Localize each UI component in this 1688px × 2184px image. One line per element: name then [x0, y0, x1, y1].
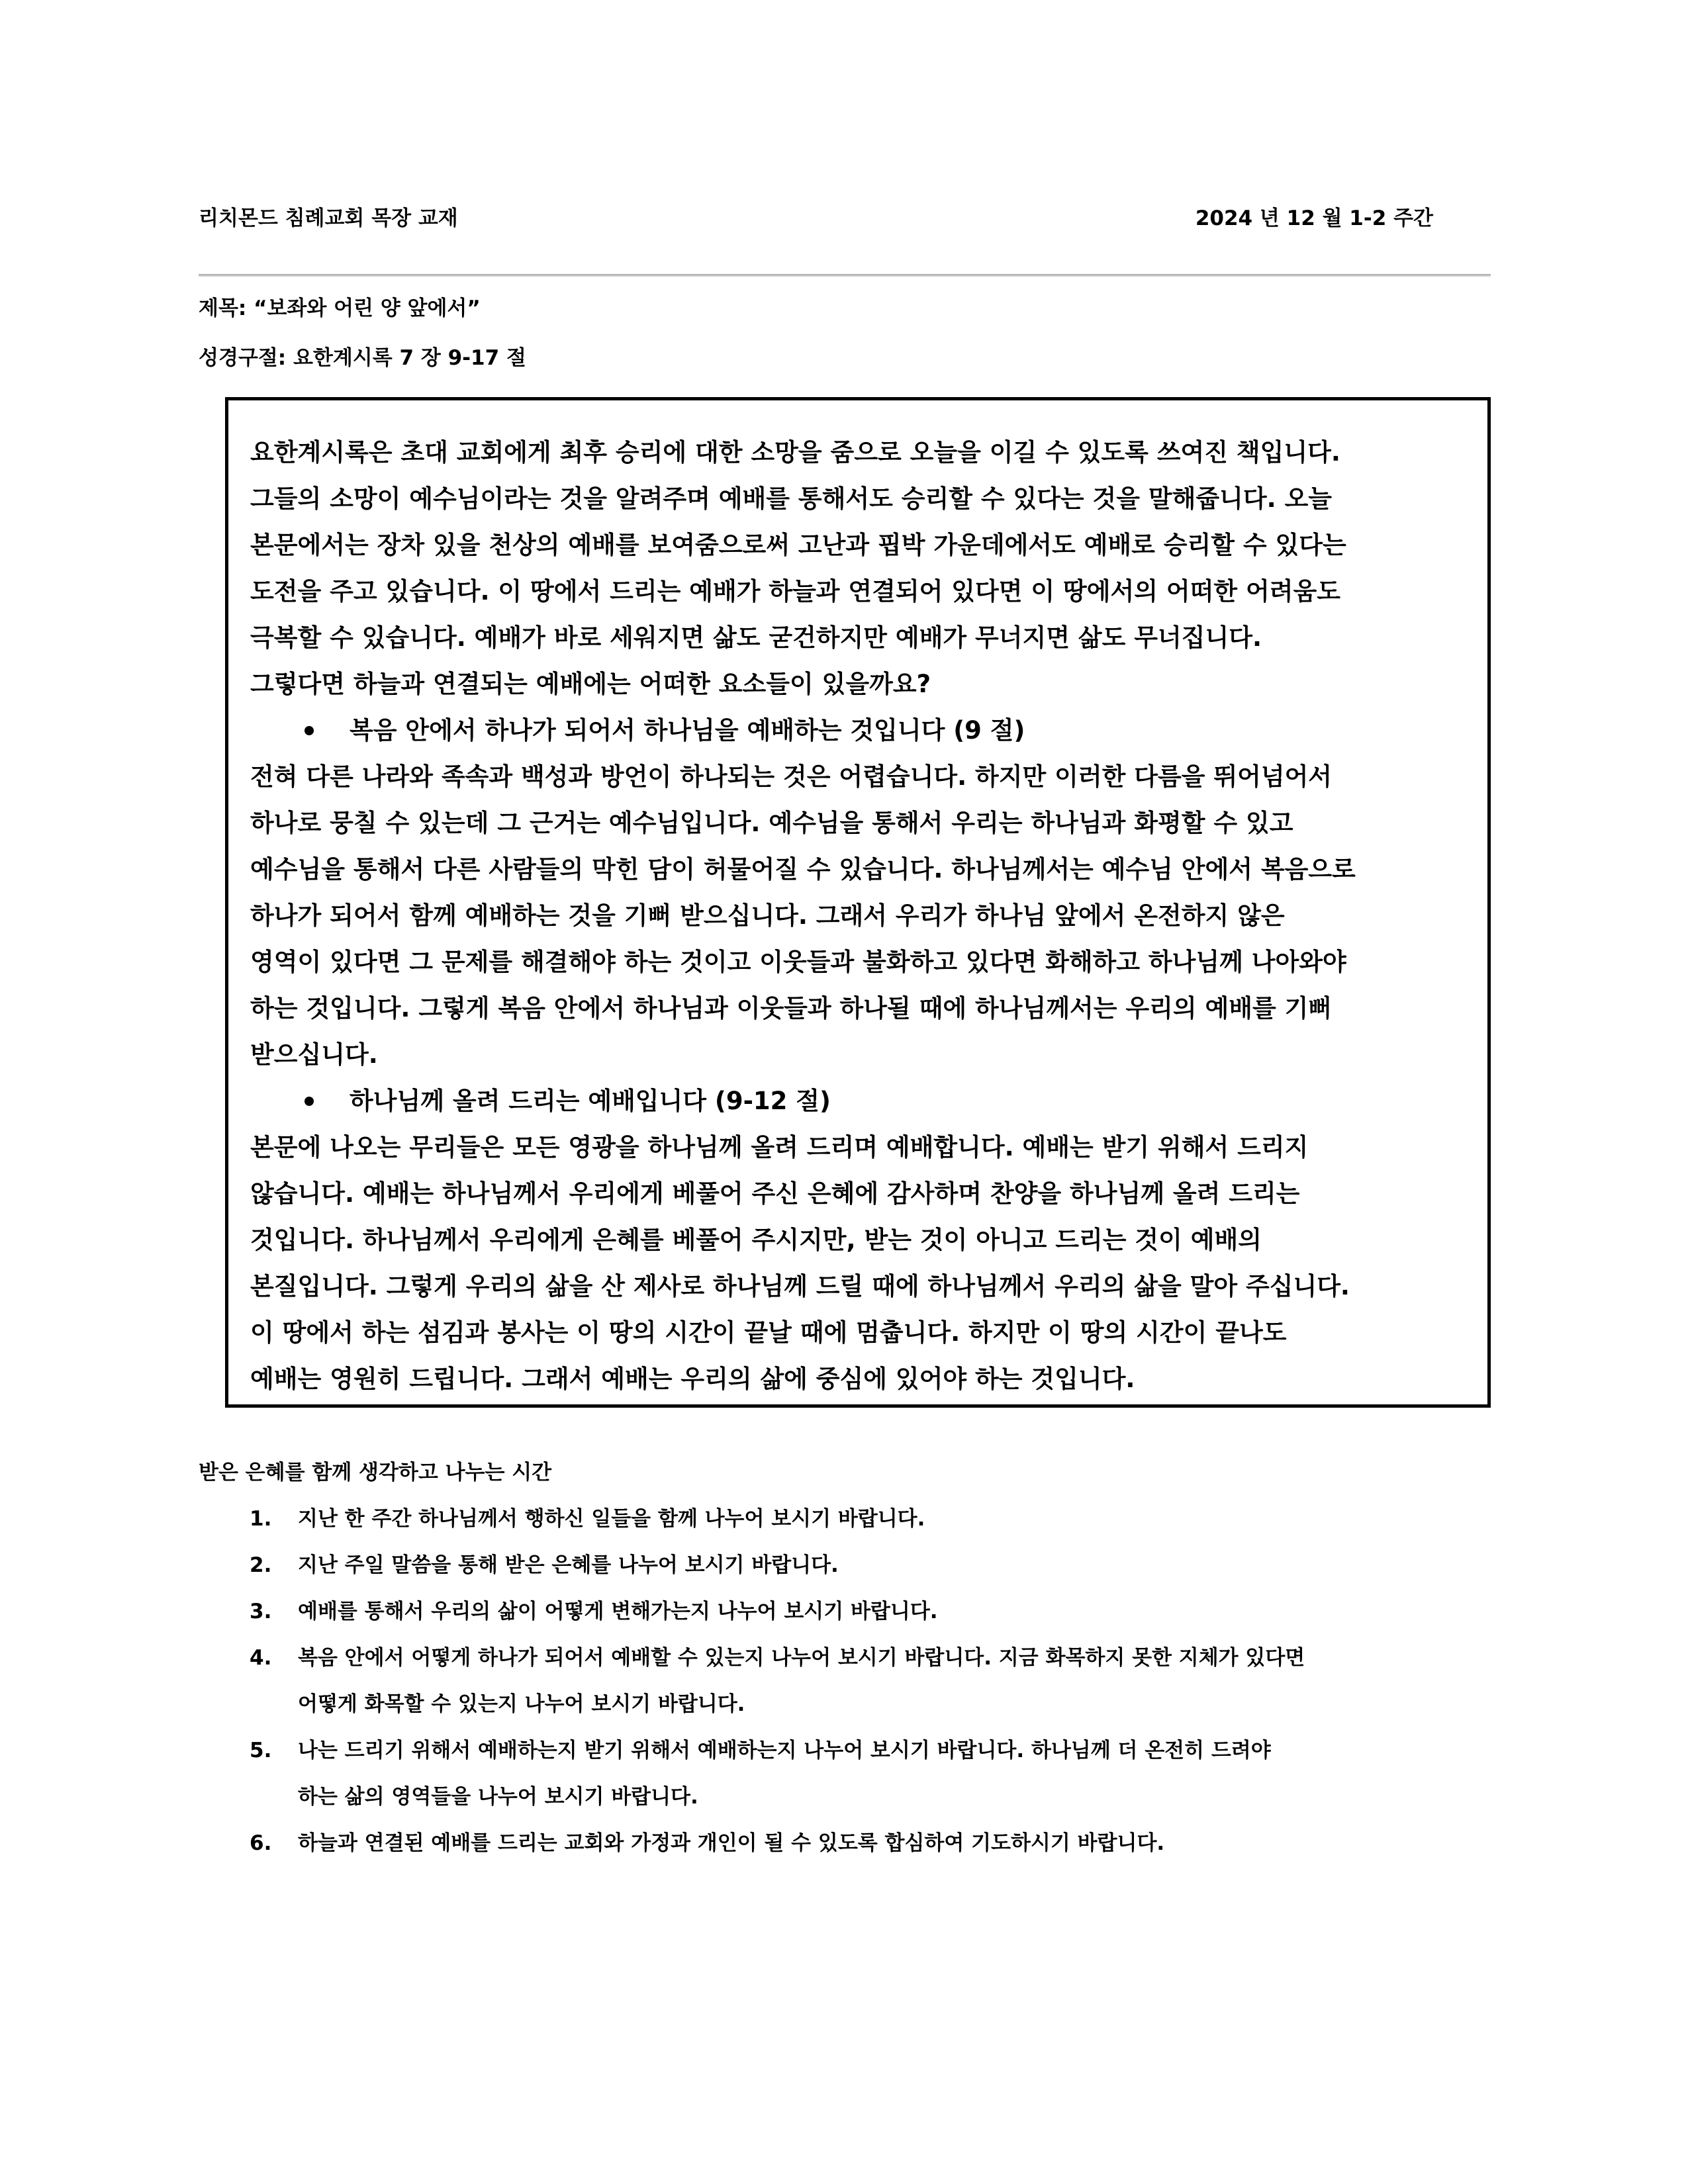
sermon-title: 제목: “보좌와 어린 양 앞에서” [199, 296, 481, 320]
section-line: 것입니다. 하나님께서 우리에게 은혜를 베풀어 주시지만, 받는 것이 아니고 드리는 것이 예배의 [250, 1226, 1262, 1254]
intro-line: 그들의 소망이 예수님이라는 것을 알려주며 예배를 통해서도 승리할 수 있다는 것을 말해줍니다. 오늘 [250, 484, 1333, 513]
question-number: 1. [250, 1507, 272, 1531]
question-number: 5. [250, 1739, 272, 1762]
question-text: 예배를 통해서 우리의 삶이 어떻게 변해가는지 나누어 보시기 바랍니다. [298, 1600, 938, 1623]
question-item [250, 1502, 1305, 1549]
question-text: 복음 안에서 어떻게 하나가 되어서 예배할 수 있는지 나누어 보시기 바랍니다. 지금 화목하지 못한 지체가 있다면 [298, 1646, 1305, 1670]
question-text-continued: 어떻게 화목할 수 있는지 나누어 보시기 바랍니다. [298, 1692, 745, 1716]
question-item [250, 1734, 1305, 1827]
section-line: 하는 것입니다. 그렇게 복음 안에서 하나님과 이웃들과 하나될 때에 하나님께서는 우리의 예배를 기뻐 [250, 994, 1333, 1023]
question-text: 나는 드리기 위해서 예배하는지 받기 위해서 예배하는지 나누어 보시기 바랍니다. 하나님께 더 온전히 드려야 [298, 1739, 1271, 1762]
section-bullet-heading [250, 1078, 1474, 1124]
bullet-icon [305, 1097, 314, 1106]
intro-line: 요한계시록은 초대 교회에게 최후 승리에 대한 소망을 줌으로 오늘을 이길 수 있도록 쓰여진 책입니다. [250, 438, 1340, 467]
sharing-section-heading: 받은 은혜를 함께 생각하고 나누는 시간 [199, 1461, 552, 1484]
section-line: 하나가 되어서 함께 예배하는 것을 기뻐 받으십니다. 그래서 우리가 하나님 앞에서 온전하지 않은 [250, 901, 1285, 930]
sharing-questions-list [250, 1502, 1305, 1873]
scripture-reference: 성경구절: 요한계시록 7 장 9-17 절 [199, 346, 526, 370]
section-bullet-heading [250, 707, 1474, 754]
question-text: 지난 주일 말씀을 통해 받은 은혜를 나누어 보시기 바랍니다. [298, 1553, 839, 1577]
sermon-summary-box [225, 397, 1491, 1408]
header-divider [199, 274, 1491, 277]
question-item [250, 1595, 1305, 1641]
question-item [250, 1641, 1305, 1734]
section-line: 전혀 다른 나라와 족속과 백성과 방언이 하나되는 것은 어렵습니다. 하지만 이러한 다름을 뛰어넘어서 [250, 762, 1333, 791]
section-line: 않습니다. 예배는 하나님께서 우리에게 베풀어 주신 은혜에 감사하며 찬양을 하나님께 올려 드리는 [250, 1179, 1300, 1208]
intro-line: 본문에서는 장차 있을 천상의 예배를 보여줌으로써 고난과 핍박 가운데에서도 예배로 승리할 수 있다는 [250, 531, 1346, 559]
bullet-icon [305, 726, 314, 735]
question-item [250, 1827, 1305, 1873]
question-text: 하늘과 연결된 예배를 드리는 교회와 가정과 개인이 될 수 있도록 합심하여 기도하시기 바랍니다. [298, 1831, 1165, 1855]
section-heading-text: 하나님께 올려 드리는 예배입니다 (9-12 절) [350, 1087, 831, 1115]
question-text: 지난 한 주간 하나님께서 행하신 일들을 함께 나누어 보시기 바랍니다. [298, 1507, 925, 1531]
question-number: 2. [250, 1553, 272, 1577]
intro-line: 도전을 주고 있습니다. 이 땅에서 드리는 예배가 하늘과 연결되어 있다면 이 땅에서의 어떠한 어려움도 [250, 577, 1340, 606]
sermon-summary-body [250, 430, 1474, 1402]
question-item [250, 1549, 1305, 1595]
intro-line: 그렇다면 하늘과 연결되는 예배에는 어떠한 요소들이 있을까요? [250, 670, 931, 698]
section-line: 이 땅에서 하는 섬김과 봉사는 이 땅의 시간이 끝날 때에 멈춥니다. 하지만 이 땅의 시간이 끝나도 [250, 1318, 1287, 1347]
document-header-church-name: 리치몬드 침례교회 목장 교재 [199, 206, 458, 230]
section-line: 본질입니다. 그렇게 우리의 삶을 산 제사로 하나님께 드릴 때에 하나님께서 우리의 삶을 말아 주십니다. [250, 1272, 1350, 1300]
question-number: 3. [250, 1600, 272, 1623]
question-number: 4. [250, 1646, 272, 1670]
section-line: 받으십니다. [250, 1040, 378, 1069]
section-line: 하나로 뭉칠 수 있는데 그 근거는 예수님입니다. 예수님을 통해서 우리는 하나님과 화평할 수 있고 [250, 809, 1293, 837]
question-text-continued: 하는 삶의 영역들을 나누어 보시기 바랍니다. [298, 1785, 698, 1809]
section-line: 예수님을 통해서 다른 사람들의 막힌 담이 허물어질 수 있습니다. 하나님께서는 예수님 안에서 복음으로 [250, 855, 1356, 884]
document-header-date: 2024 년 12 월 1-2 주간 [1195, 206, 1433, 230]
section-line: 영역이 있다면 그 문제를 해결해야 하는 것이고 이웃들과 불화하고 있다면 화해하고 하나님께 나아와야 [250, 948, 1346, 976]
intro-line: 극복할 수 있습니다. 예배가 바로 세워지면 삶도 굳건하지만 예배가 무너지면 삶도 무너집니다. [250, 623, 1262, 652]
question-number: 6. [250, 1831, 272, 1855]
section-line: 예배는 영원히 드립니다. 그래서 예배는 우리의 삶에 중심에 있어야 하는 것입니다. [250, 1365, 1135, 1393]
section-heading-text: 복음 안에서 하나가 되어서 하나님을 예배하는 것입니다 (9 절) [350, 716, 1025, 745]
section-line: 본문에 나오는 무리들은 모든 영광을 하나님께 올려 드리며 예배합니다. 예배는 받기 위해서 드리지 [250, 1133, 1309, 1161]
